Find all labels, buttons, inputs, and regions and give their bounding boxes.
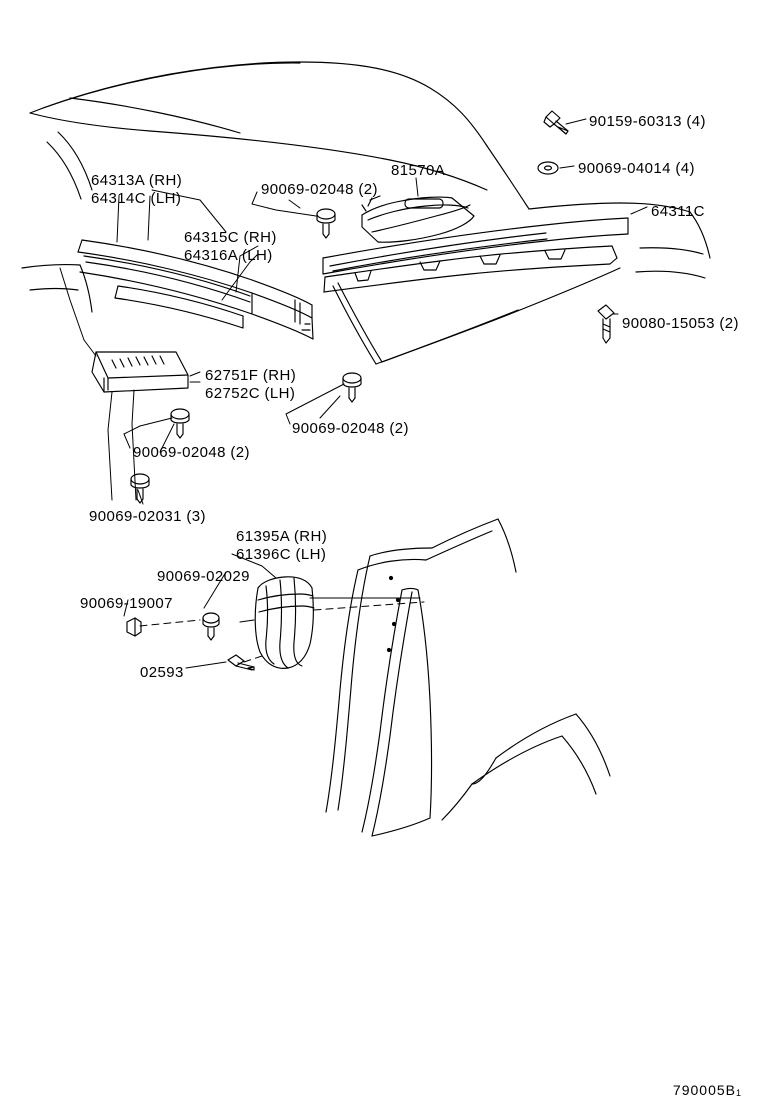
fastener-90159-60313 xyxy=(544,111,568,134)
lower-pillar-assembly xyxy=(326,519,610,836)
label-64311C: 64311C xyxy=(651,203,705,220)
fastener-90080-15053 xyxy=(598,305,614,343)
fastener-90069-02048-left xyxy=(171,409,189,438)
fastener-90069-04014 xyxy=(538,162,558,174)
figure-code-value: 790005B xyxy=(672,1082,736,1098)
label-90069-02048-top: 90069-02048 (2) xyxy=(261,181,378,198)
label-90080-15053: 90080-15053 (2) xyxy=(622,315,739,332)
label-90069-02048-mid: 90069-02048 (2) xyxy=(292,420,409,437)
label-90069-19007: 90069-19007 xyxy=(80,595,173,612)
label-90069-02029: 90069-02029 xyxy=(157,568,250,585)
label-81570A: 81570A xyxy=(391,162,446,179)
part-61395-bracket xyxy=(255,577,314,669)
label-90159-60313: 90159-60313 (4) xyxy=(589,113,706,130)
part-64311-moulding xyxy=(323,218,628,292)
fastener-90069-02031 xyxy=(131,474,149,503)
label-62751F-62752C: 62751F (RH) 62752C (LH) xyxy=(205,367,297,402)
label-64313A-64314C: 64313A (RH) 64314C (LH) xyxy=(91,172,183,207)
fastener-90069-19007 xyxy=(127,618,141,636)
figure-code xyxy=(673,1082,742,1098)
label-64315C-64316A: 64315C (RH) 64316A (LH) xyxy=(184,229,277,264)
label-90069-02048-left: 90069-02048 (2) xyxy=(133,444,250,461)
rear-window-region xyxy=(333,268,620,364)
label-61395A-61396C: 61395A (RH) 61396C (LH) xyxy=(236,528,328,563)
label-90069-04014: 90069-04014 (4) xyxy=(578,160,695,177)
label-90069-02031: 90069-02031 (3) xyxy=(89,508,206,525)
fastener-90069-02029 xyxy=(203,613,219,640)
fastener-90069-02048-top xyxy=(317,209,335,238)
fastener-02593 xyxy=(228,655,254,670)
part-62751-garnish xyxy=(92,352,188,392)
figure-code-suffix: 1 xyxy=(735,1088,742,1098)
label-02593: 02593 xyxy=(140,664,184,681)
part-81570A-lamp xyxy=(362,196,474,242)
fastener-90069-02048-mid xyxy=(343,373,361,402)
